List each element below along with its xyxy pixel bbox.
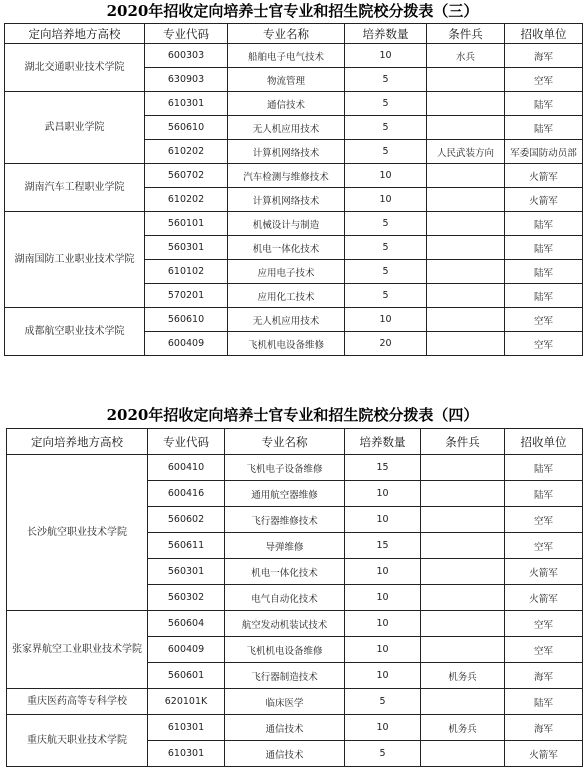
column-header: 培养数量: [345, 429, 421, 455]
school-cell: 重庆医药高等专科学校: [7, 689, 148, 715]
major-cell: 电气自动化技术: [225, 585, 345, 611]
code-cell: 560302: [148, 585, 225, 611]
condition-cell: [421, 689, 505, 715]
condition-cell: 水兵: [427, 44, 505, 68]
code-cell: 560301: [145, 236, 228, 260]
code-cell: 600416: [148, 481, 225, 507]
column-header: 条件兵: [421, 429, 505, 455]
code-cell: 610202: [145, 140, 228, 164]
header-row: [7, 429, 583, 455]
quantity-cell: 5: [345, 236, 427, 260]
school-cell: 长沙航空职业技术学院: [7, 455, 148, 611]
unit-cell: 陆军: [505, 92, 583, 116]
unit-cell: 空军: [505, 332, 583, 356]
unit-cell: 空军: [505, 68, 583, 92]
quantity-cell: 10: [345, 559, 421, 585]
unit-cell: 空军: [505, 308, 583, 332]
quantity-cell: 10: [345, 188, 427, 212]
major-cell: 通用航空器维修: [225, 481, 345, 507]
major-cell: 无人机应用技术: [228, 116, 345, 140]
code-cell: 560611: [148, 533, 225, 559]
quantity-cell: 10: [345, 164, 427, 188]
quantity-cell: 10: [345, 663, 421, 689]
code-cell: 570201: [145, 284, 228, 308]
quantity-cell: 5: [345, 689, 421, 715]
school-cell: 武昌职业学院: [5, 92, 145, 164]
allocation-table: [4, 23, 583, 356]
quantity-cell: 10: [345, 715, 421, 741]
condition-cell: [421, 741, 505, 767]
column-header: 专业名称: [228, 24, 345, 44]
condition-cell: 机务兵: [421, 663, 505, 689]
table-row: [5, 44, 583, 68]
quantity-cell: 5: [345, 260, 427, 284]
condition-cell: [427, 188, 505, 212]
school-cell: 成都航空职业技术学院: [5, 308, 145, 356]
column-header: 招收单位: [505, 24, 583, 44]
page-gap: [0, 365, 585, 402]
quantity-cell: 20: [345, 332, 427, 356]
major-cell: 计算机网络技术: [228, 140, 345, 164]
major-cell: 飞行器制造技术: [225, 663, 345, 689]
code-cell: 610301: [148, 741, 225, 767]
unit-cell: 海军: [505, 663, 583, 689]
condition-cell: [421, 507, 505, 533]
column-header: 培养数量: [345, 24, 427, 44]
school-cell: 湖北交通职业技术学院: [5, 44, 145, 92]
major-cell: 应用化工技术: [228, 284, 345, 308]
condition-cell: [427, 116, 505, 140]
quantity-cell: 5: [345, 68, 427, 92]
major-cell: 通信技术: [225, 741, 345, 767]
unit-cell: 海军: [505, 44, 583, 68]
code-cell: 560702: [145, 164, 228, 188]
table-row: [7, 689, 583, 715]
condition-cell: 机务兵: [421, 715, 505, 741]
quantity-cell: 10: [345, 637, 421, 663]
condition-cell: [421, 611, 505, 637]
allocation-sheet-4: [0, 402, 585, 770]
major-cell: 飞行器维修技术: [225, 507, 345, 533]
allocation-table: [6, 428, 583, 767]
unit-cell: 军委国防动员部: [505, 140, 583, 164]
unit-cell: 火箭军: [505, 741, 583, 767]
major-cell: 无人机应用技术: [228, 308, 345, 332]
quantity-cell: 10: [345, 611, 421, 637]
major-cell: 机械设计与制造: [228, 212, 345, 236]
code-cell: 600303: [145, 44, 228, 68]
column-header: 专业代码: [148, 429, 225, 455]
condition-cell: 人民武装方向: [427, 140, 505, 164]
quantity-cell: 10: [345, 481, 421, 507]
school-cell: 湖南汽车工程职业学院: [5, 164, 145, 212]
unit-cell: 陆军: [505, 455, 583, 481]
column-header: 定向培养地方高校: [7, 429, 148, 455]
major-cell: 导弹维修: [225, 533, 345, 559]
sheet-title: 2020年招收定向培养士官专业和招生院校分拨表（三）: [106, 2, 479, 20]
major-cell: 应用电子技术: [228, 260, 345, 284]
code-cell: 560604: [148, 611, 225, 637]
unit-cell: 陆军: [505, 481, 583, 507]
condition-cell: [427, 68, 505, 92]
unit-cell: 陆军: [505, 689, 583, 715]
major-cell: 飞机机电设备维修: [228, 332, 345, 356]
condition-cell: [427, 92, 505, 116]
quantity-cell: 15: [345, 455, 421, 481]
unit-cell: 海军: [505, 715, 583, 741]
code-cell: 620101K: [148, 689, 225, 715]
table-row: [5, 164, 583, 188]
quantity-cell: 5: [345, 92, 427, 116]
major-cell: 通信技术: [225, 715, 345, 741]
condition-cell: [427, 260, 505, 284]
code-cell: 610202: [145, 188, 228, 212]
unit-cell: 陆军: [505, 260, 583, 284]
major-cell: 船舶电子电气技术: [228, 44, 345, 68]
school-cell: 张家界航空工业职业技术学院: [7, 611, 148, 689]
unit-cell: 陆军: [505, 236, 583, 260]
code-cell: 560101: [145, 212, 228, 236]
unit-cell: 火箭军: [505, 585, 583, 611]
unit-cell: 空军: [505, 611, 583, 637]
condition-cell: [427, 308, 505, 332]
table-row: [7, 611, 583, 637]
column-header: 专业名称: [225, 429, 345, 455]
unit-cell: 火箭军: [505, 559, 583, 585]
code-cell: 610102: [145, 260, 228, 284]
school-cell: 湖南国防工业职业技术学院: [5, 212, 145, 308]
table-row: [7, 455, 583, 481]
major-cell: 机电一体化技术: [225, 559, 345, 585]
condition-cell: [421, 559, 505, 585]
table-row: [5, 308, 583, 332]
quantity-cell: 5: [345, 212, 427, 236]
unit-cell: 空军: [505, 533, 583, 559]
quantity-cell: 10: [345, 507, 421, 533]
code-cell: 560610: [145, 308, 228, 332]
table-row: [5, 212, 583, 236]
major-cell: 飞机机电设备维修: [225, 637, 345, 663]
code-cell: 560610: [145, 116, 228, 140]
unit-cell: 陆军: [505, 284, 583, 308]
condition-cell: [421, 637, 505, 663]
code-cell: 560301: [148, 559, 225, 585]
condition-cell: [427, 164, 505, 188]
major-cell: 飞机电子设备维修: [225, 455, 345, 481]
quantity-cell: 10: [345, 308, 427, 332]
column-header: 招收单位: [505, 429, 583, 455]
code-cell: 600409: [148, 637, 225, 663]
condition-cell: [421, 533, 505, 559]
allocation-sheet-3: [0, 0, 585, 365]
code-cell: 610301: [148, 715, 225, 741]
school-cell: 重庆航天职业技术学院: [7, 715, 148, 767]
major-cell: 通信技术: [228, 92, 345, 116]
major-cell: 机电一体化技术: [228, 236, 345, 260]
condition-cell: [421, 585, 505, 611]
condition-cell: [427, 212, 505, 236]
major-cell: 计算机网络技术: [228, 188, 345, 212]
condition-cell: [427, 284, 505, 308]
code-cell: 610301: [145, 92, 228, 116]
sheet-title: 2020年招收定向培养士官专业和招生院校分拨表（四）: [106, 406, 479, 424]
code-cell: 600410: [148, 455, 225, 481]
quantity-cell: 15: [345, 533, 421, 559]
quantity-cell: 10: [345, 585, 421, 611]
column-header: 条件兵: [427, 24, 505, 44]
quantity-cell: 5: [345, 741, 421, 767]
quantity-cell: 5: [345, 284, 427, 308]
major-cell: 物流管理: [228, 68, 345, 92]
column-header: 专业代码: [145, 24, 228, 44]
unit-cell: 空军: [505, 637, 583, 663]
condition-cell: [421, 481, 505, 507]
column-header: 定向培养地方高校: [5, 24, 145, 44]
major-cell: 临床医学: [225, 689, 345, 715]
major-cell: 航空发动机装试技术: [225, 611, 345, 637]
quantity-cell: 5: [345, 140, 427, 164]
unit-cell: 空军: [505, 507, 583, 533]
quantity-cell: 5: [345, 116, 427, 140]
condition-cell: [427, 236, 505, 260]
major-cell: 汽车检测与维修技术: [228, 164, 345, 188]
unit-cell: 火箭军: [505, 188, 583, 212]
code-cell: 560601: [148, 663, 225, 689]
header-row: [5, 24, 583, 44]
code-cell: 630903: [145, 68, 228, 92]
quantity-cell: 10: [345, 44, 427, 68]
unit-cell: 陆军: [505, 116, 583, 140]
unit-cell: 陆军: [505, 212, 583, 236]
code-cell: 560602: [148, 507, 225, 533]
table-row: [5, 92, 583, 116]
table-row: [7, 715, 583, 741]
code-cell: 600409: [145, 332, 228, 356]
condition-cell: [421, 455, 505, 481]
unit-cell: 火箭军: [505, 164, 583, 188]
condition-cell: [427, 332, 505, 356]
